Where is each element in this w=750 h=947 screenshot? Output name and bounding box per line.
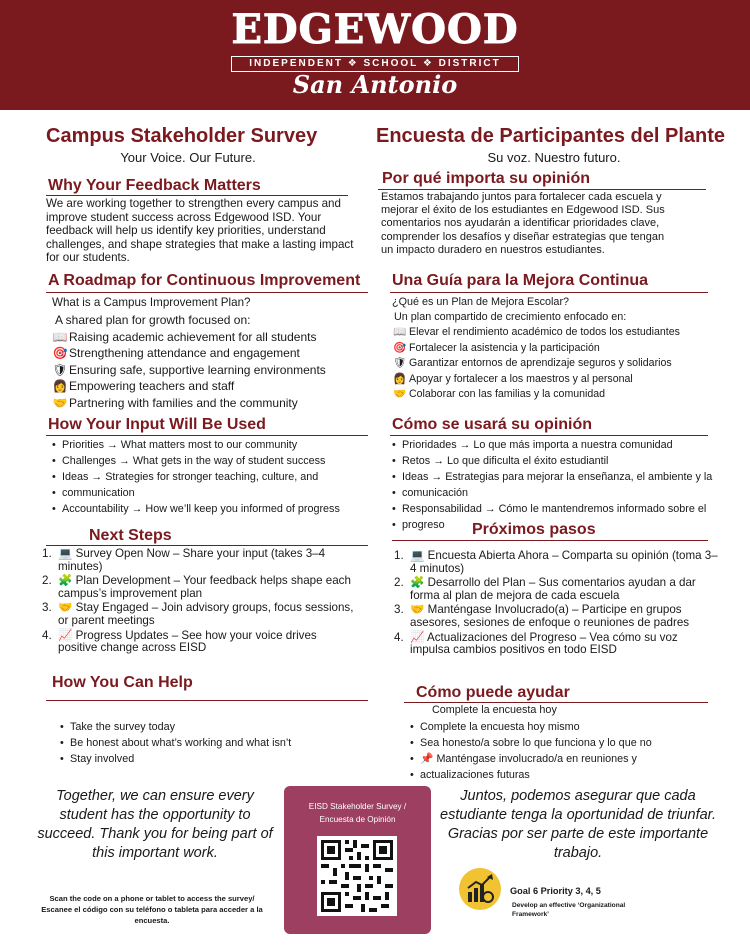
section-divider <box>46 435 368 436</box>
handshake-icon: 🤝 <box>58 601 73 615</box>
section-divider <box>390 292 708 293</box>
text-line: student has the opportunity to <box>59 807 251 823</box>
heading-como-se-usara: Cómo se usará su opinión <box>392 416 593 433</box>
list-item: • Complete la encuesta hoy mismo <box>408 719 728 735</box>
list-item: • Be honest about what’s working and what isn’t <box>58 735 358 751</box>
teacher-icon: 👩 <box>52 379 68 394</box>
list-item: • Ideas → Estrategias para mejorar la enseñanza, el ambiente y la <box>390 469 730 485</box>
list-item-continuation: • comunicación <box>390 485 730 501</box>
list-item: 📖 Raising academic achievement for all students <box>52 330 317 344</box>
section-divider <box>392 540 708 541</box>
section-divider <box>390 435 708 436</box>
roadmap-question-en: What is a Campus Improvement Plan? <box>52 296 251 309</box>
step-item: 3. 🤝 Manténgase Involucrado(a) – Participe en grupos asesores, sesiones de enfoque o reuniones de padres <box>394 603 690 630</box>
list-item: 📖 Elevar el rendimiento académico de todos los estudiantes <box>392 325 680 341</box>
heading-input-used: How Your Input Will Be Used <box>48 416 266 433</box>
heading-how-you-can-help: How You Can Help <box>52 674 193 691</box>
text-line: Escanee el código con su teléfono o tableta para acceder a la <box>41 905 263 914</box>
target-icon: 🎯 <box>393 341 407 354</box>
section-divider <box>46 292 368 293</box>
list-item: • Challenges → What gets in the way of student success <box>50 453 370 469</box>
heading-por-que-importa: Por qué importa su opinión <box>382 170 590 187</box>
step-item: 2. 🧩 Plan Development – Your feedback helps shape each campus’s improvement plan <box>42 574 351 600</box>
logo-wordmark: EDGEWOOD <box>231 6 519 53</box>
goal-subtitle: Develop an effective ‘Organizational Framework’ <box>512 902 626 918</box>
list-item: • Take the survey today <box>58 719 358 735</box>
text-line: Scan the code on a phone or tablet to access the survey/ <box>49 894 255 903</box>
list-item: • Retos → Lo que dificulta el éxito estudiantil <box>390 453 730 469</box>
why-paragraph-en <box>46 197 376 265</box>
heading-why-feedback-matters: Why Your Feedback Matters <box>48 177 261 194</box>
handshake-icon: 🤝 <box>52 395 68 410</box>
laptop-icon: 💻 <box>58 547 73 560</box>
list-item: 🎯 Fortalecer la asistencia y la participación <box>392 341 680 357</box>
help-list-en <box>58 719 358 767</box>
list-item: 🛡Ensuring safe, supportive learning environments <box>52 362 326 377</box>
text-line: Together, we can ensure every <box>56 788 254 804</box>
text-line: for our students. <box>46 251 130 265</box>
step-item: 4. 📈 Actualizaciones del Progreso – Vea cómo su voz impulsa cambios positivos en todo EISD <box>394 630 678 657</box>
edgewood-logo <box>225 6 525 104</box>
list-item: • Stay involved <box>58 751 358 767</box>
list-item: 🤝 Colaborar con las familias y la comunidad <box>392 387 680 403</box>
text-line: trabajo. <box>553 845 603 861</box>
growth-chart-icon <box>459 868 501 910</box>
step-item: 1. 💻 Encuesta Abierta Ahora – Comparta su opinión (toma 3– 4 minutos) <box>394 549 718 575</box>
logo-script-signature: San Antonio <box>292 70 458 99</box>
shield-icon: 🛡 <box>52 362 68 377</box>
text-line: challenges, and shape strategies that make a lasting impact <box>46 237 354 251</box>
qr-code-pattern <box>317 836 397 916</box>
tagline-en: Your Voice. Our Future. <box>120 150 256 165</box>
book-icon: 📖 <box>52 330 68 344</box>
district-header-banner <box>0 0 750 110</box>
handshake-icon: 🤝 <box>393 388 407 401</box>
section-divider <box>46 545 368 546</box>
step-item: 2. 🧩 Desarrollo del Plan – Sus comentarios ayudan a dar forma al plan de mejora de cada escuela <box>394 576 696 602</box>
list-item: 👩 Apoyar y fortalecer a los maestros y al personal <box>392 372 680 388</box>
scan-instructions <box>20 893 284 926</box>
text-line: succeed. Thank you for being part of <box>37 826 273 842</box>
list-item: • 📌 Manténgase involucrado/a en reuniones y <box>408 751 728 767</box>
list-item: • Accountability → How we’ll keep you informed of progress <box>50 501 370 517</box>
list-item: • Ideas → Strategies for stronger teaching, culture, and <box>50 469 370 485</box>
puzzle-icon: 🧩 <box>58 574 73 588</box>
step-item: 4. 📈 Progress Updates – See how your voice drives positive change across EISD <box>42 628 317 655</box>
text-line: Juntos, podemos asegurar que cada <box>460 788 696 804</box>
list-item: • Sea honesto/a sobre lo que funciona y lo que no <box>408 735 728 751</box>
heading-roadmap: A Roadmap for Continuous Improvement <box>48 272 361 289</box>
text-line: We are working together to strengthen every campus and <box>46 197 341 210</box>
roadmap-list-en <box>52 329 326 411</box>
laptop-icon: 💻 <box>410 549 425 562</box>
input-list-es <box>390 437 730 533</box>
input-list-en <box>50 437 370 517</box>
list-item: 🤝 Partnering with families and the community <box>52 395 298 410</box>
text-line: comprender los desafíos y diseñar estrategias que tengan <box>381 230 665 243</box>
text-line: un impacto duradero en nuestros estudiantes. <box>381 243 605 256</box>
book-icon: 📖 <box>393 326 407 338</box>
shield-icon: 🛡 <box>393 357 407 370</box>
page-title-en: Campus Stakeholder Survey <box>46 125 318 147</box>
list-item: • Priorities → What matters most to our community <box>50 437 370 453</box>
step-item: 1. 💻 Survey Open Now – Share your input (takes 3–4 minutes) <box>42 547 326 573</box>
list-item: 👩 Empowering teachers and staff <box>52 379 235 394</box>
list-item: 🎯 Strengthening attendance and engagement <box>52 346 300 361</box>
closing-message-en <box>30 787 280 863</box>
text-line: encuesta. <box>134 916 170 925</box>
text-line: Gracias por ser parte de este importante <box>447 826 709 842</box>
section-divider <box>378 189 706 190</box>
section-divider <box>46 195 348 196</box>
survey-qr-card[interactable] <box>284 786 431 934</box>
text-line: improve student success across Edgewood ISD. Your <box>46 210 322 224</box>
goal-title: Goal 6 Priority 3, 4, 5 <box>510 886 601 896</box>
roadmap-list-es <box>392 325 680 403</box>
text-line: mejorar el éxito de los estudiantes en Edgewood ISD. Sus <box>381 204 665 217</box>
handshake-icon: 🤝 <box>410 603 425 617</box>
text-line: feedback will help us identify key priorities, understand <box>46 224 326 238</box>
chart-up-icon: 📈 <box>58 628 73 642</box>
closing-message-es <box>428 787 728 863</box>
list-item-continuation: • actualizaciones futuras <box>408 767 728 783</box>
section-divider <box>46 700 368 701</box>
text-line: comentarios nos ayudarán a identificar prioridades clave, <box>381 217 660 230</box>
logo-subtitle-bar: INDEPENDENT ❖ SCHOOL ❖ DISTRICT <box>231 56 519 72</box>
next-steps-list-es <box>386 550 732 659</box>
qr-card-title: EISD Stakeholder Survey / Encuesta de Opinión <box>308 802 407 824</box>
list-item-continuation: • progreso <box>390 517 730 533</box>
heading-next-steps: Next Steps <box>89 527 172 544</box>
growth-chart-icon-art <box>459 868 501 910</box>
heading-proximos-pasos: Próximos pasos <box>472 521 596 538</box>
text-line: Estamos trabajando juntos para fortalecer cada escuela y <box>381 191 662 203</box>
text-line: estudiante tenga la oportunidad de triunfar. <box>440 807 716 823</box>
tagline-es: Su voz. Nuestro futuro. <box>487 150 621 165</box>
heading-como-puede-ayudar: Cómo puede ayudar <box>416 684 570 701</box>
list-item-continuation: • communication <box>50 485 370 501</box>
roadmap-intro-es: Un plan compartido de crecimiento enfocado en: <box>394 311 627 323</box>
next-steps-list-en <box>34 548 364 657</box>
roadmap-question-es: ¿Qué es un Plan de Mejora Escolar? <box>392 296 570 308</box>
step-item: 3. 🤝 Stay Engaged – Join advisory groups, focus sessions, or parent meetings <box>42 601 354 628</box>
list-item: • Prioridades → Lo que más importa a nuestra comunidad <box>390 437 730 453</box>
text-line: this important work. <box>92 845 218 861</box>
help-subline-es: Complete la encuesta hoy <box>432 704 557 716</box>
list-item: 🛡 Garantizar entornos de aprendizaje seguros y solidarios <box>392 356 680 372</box>
heading-guia-mejora: Una Guía para la Mejora Continua <box>392 272 649 289</box>
why-paragraph-es <box>381 191 721 257</box>
roadmap-intro-en: A shared plan for growth focused on: <box>55 313 251 327</box>
teacher-icon: 👩 <box>393 372 407 385</box>
section-divider <box>404 702 708 703</box>
page-title-es: Encuesta de Participantes del Plante <box>376 125 726 147</box>
qr-code[interactable] <box>317 836 397 916</box>
list-item: • Responsabilidad → Cómo le mantendremos informado sobre el <box>390 501 730 517</box>
target-icon: 🎯 <box>52 346 68 361</box>
help-list-es <box>408 719 728 783</box>
chart-up-icon: 📈 <box>410 630 425 644</box>
puzzle-icon: 🧩 <box>410 576 425 590</box>
